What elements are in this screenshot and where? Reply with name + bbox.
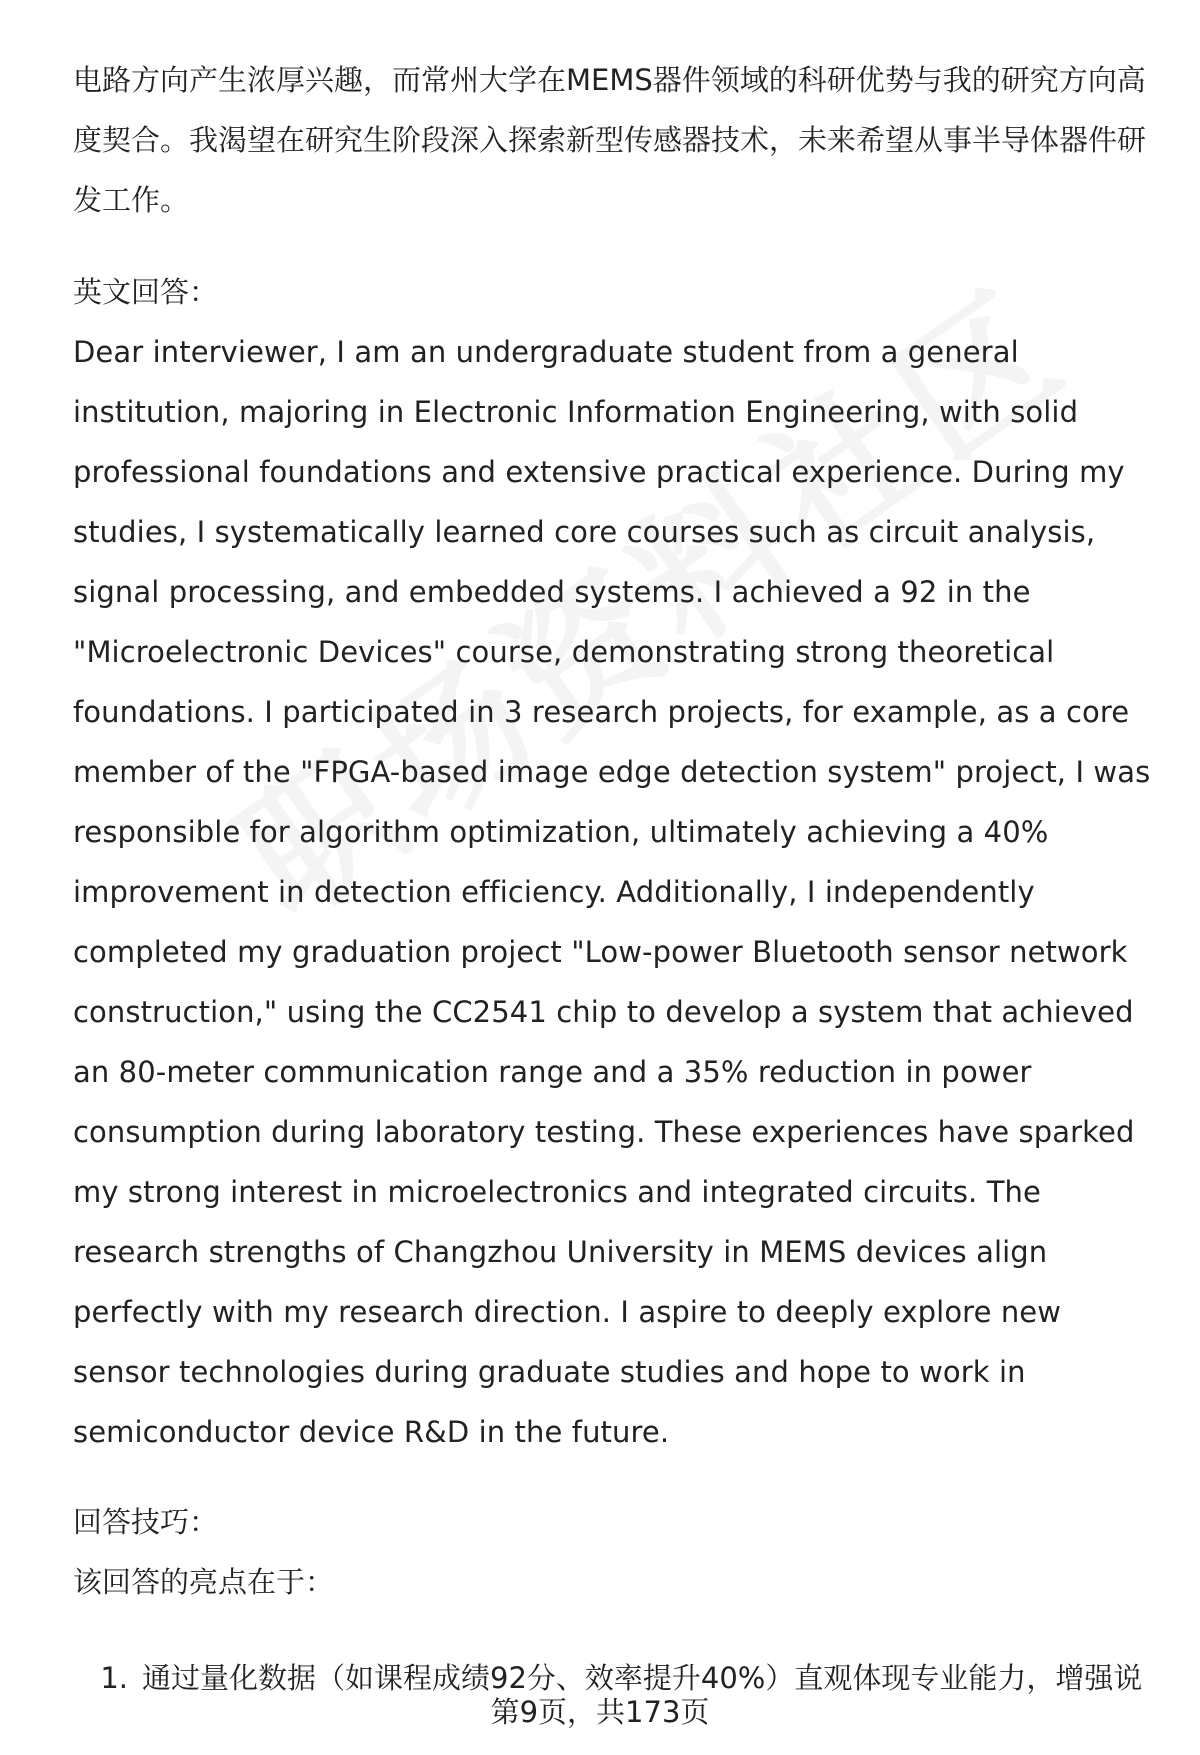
page-footer bbox=[0, 1692, 1200, 1732]
tips-subheading: 该回答的亮点在于： bbox=[73, 1565, 335, 1599]
document-body bbox=[73, 50, 1153, 1708]
english-answer-heading: 英文回答： bbox=[73, 275, 219, 309]
intro-paragraph: 电路方向产生浓厚兴趣，而常州大学在MEMS器件领域的科研优势与我的研究方向高度契合。我渴望在研究生阶段深入探索新型传感器技术，未来希望从事半导体器件研发工作。 bbox=[73, 63, 1147, 217]
tips-heading: 回答技巧： bbox=[73, 1505, 219, 1539]
page-number: 第9页，共173页 bbox=[490, 1695, 710, 1729]
list-item-number: 1. bbox=[100, 1661, 128, 1695]
english-answer-text: Dear interviewer, I am an undergraduate student from a general institution, majoring in Electronic Information Engineering, with solid professional foundations and extensive practical experience. During my studies, I systematically learned core courses such as circuit analysis, signal processing, and embedded systems. I achieved a 92 in the "Microelectronic Devices" course, demonstrating strong theoretical foundations. I participated in 3 research projects, for example, as a core member of the "FPGA-based image edge detection system" project, I was responsible for algorithm optimization, ultimately achieving a 40% improvement in detection efficiency. Additionally, I independently completed my graduation project "Low-power Bluetooth sensor network construction," using the CC2541 chip to develop a system that achieved an 80-meter communication range and a 35% reduction in power consumption during laboratory testing. These experiences have sparked my strong interest in microelectronics and integrated circuits. The research strengths of Changzhou University in MEMS devices align perfectly with my research direction. I aspire to deeply explore new sensor technologies during graduate studies and hope to work in semiconductor device R&D in the future. bbox=[73, 335, 1151, 1449]
list-item-text: 通过量化数据（如课程成绩92分、效率提升40%）直观体现专业能力，增强说 bbox=[142, 1661, 1143, 1695]
